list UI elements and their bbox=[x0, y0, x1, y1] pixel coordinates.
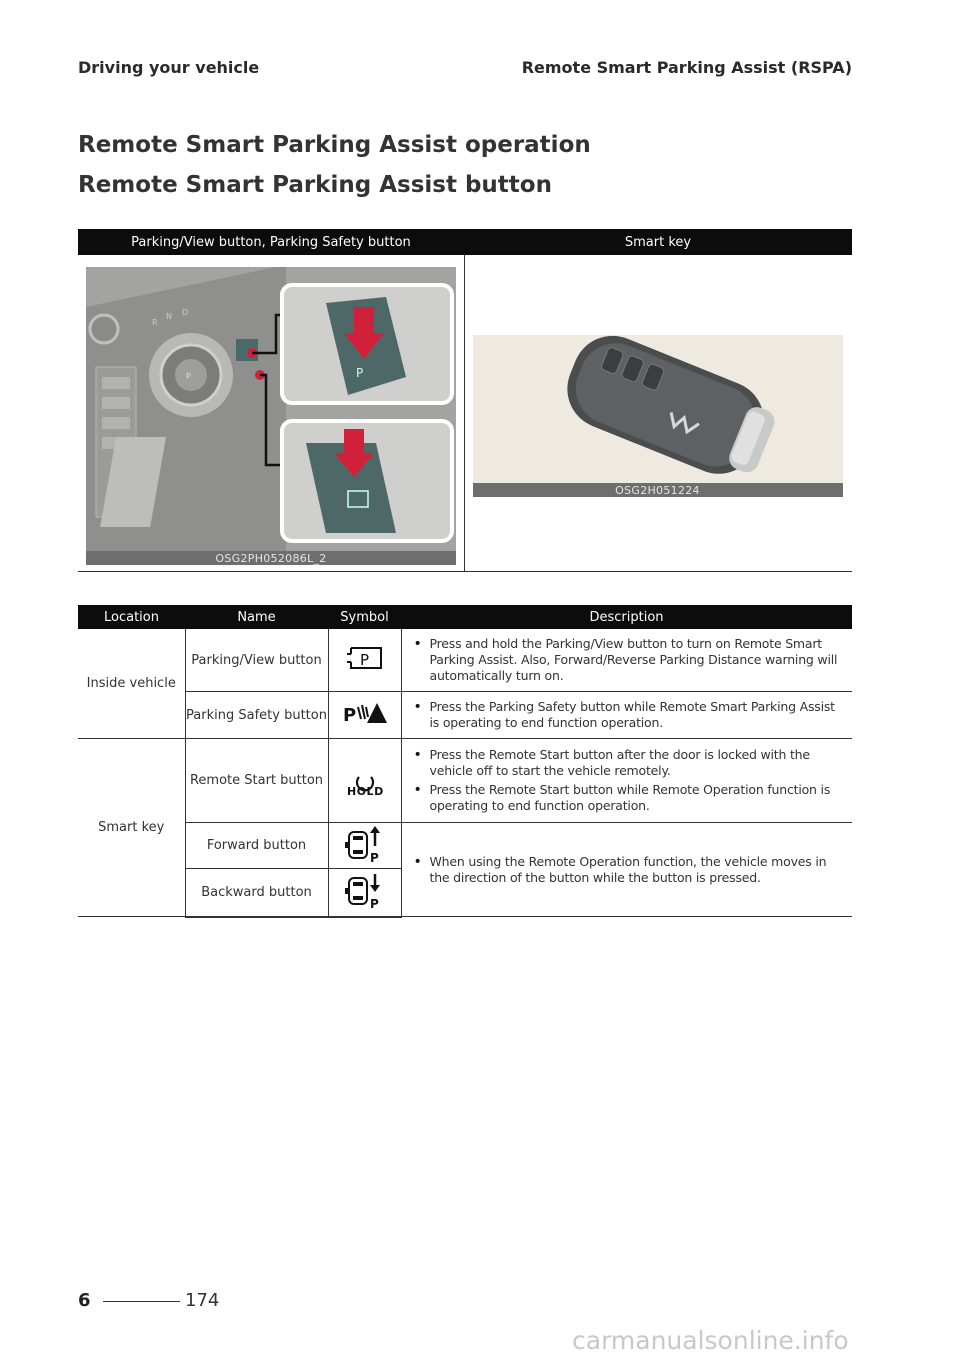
backward-arrow-icon bbox=[343, 870, 387, 910]
footer-page-number: 174 bbox=[185, 1290, 220, 1311]
parking-view-icon bbox=[345, 644, 385, 672]
backward-icon-letter: P bbox=[369, 897, 379, 911]
svg-text:P: P bbox=[356, 366, 364, 380]
desc-forward-backward: • When using the Remote Operation function, the vehicle moves in the direction of the button while the button is pressed. bbox=[412, 854, 847, 886]
smart-key-illustration bbox=[473, 335, 843, 497]
page-subtitle: Remote Smart Parking Assist button bbox=[78, 172, 552, 198]
console-drawing bbox=[86, 267, 456, 551]
name-parking-view: Parking/View button bbox=[185, 629, 328, 692]
button-table bbox=[78, 605, 852, 918]
col-header-name: Name bbox=[185, 605, 328, 629]
remote-start-icon bbox=[343, 759, 387, 799]
location-inside-vehicle: Inside vehicle bbox=[78, 629, 185, 739]
console-caption: OSG2PH052086L_2 bbox=[86, 551, 456, 565]
image-col1-header: Parking/View button, Parking Safety button bbox=[131, 234, 411, 250]
smart-key-caption: OSG2H051224 bbox=[473, 483, 843, 497]
svg-text:D: D bbox=[182, 308, 189, 317]
remote-start-icon-label: HOLD bbox=[346, 784, 384, 798]
table-row bbox=[78, 739, 852, 823]
col-header-location: Location bbox=[78, 605, 185, 629]
page-title: Remote Smart Parking Assist operation bbox=[78, 132, 591, 158]
name-backward: Backward button bbox=[185, 869, 328, 917]
parking-view-icon-letter: P bbox=[359, 651, 369, 669]
forward-icon-letter: P bbox=[369, 850, 379, 864]
table-row bbox=[78, 823, 852, 869]
col-header-description: Description bbox=[401, 605, 852, 629]
desc-remote-start-1: • Press the Remote Start button after the door is locked with the vehicle off to start the vehicle remotely. bbox=[412, 747, 847, 779]
watermark: carmanualsonline.info bbox=[572, 1326, 849, 1355]
desc-parking-safety: • Press the Parking Safety button while Remote Smart Parking Assist is operating to end function operation. bbox=[412, 699, 847, 731]
location-smart-key: Smart key bbox=[78, 739, 185, 917]
name-remote-start: Remote Start button bbox=[185, 739, 328, 823]
col-header-symbol: Symbol bbox=[328, 605, 401, 629]
desc-remote-start-2: • Press the Remote Start button while Remote Operation function is operating to end function operation. bbox=[412, 782, 847, 814]
image-col2-header: Smart key bbox=[624, 234, 692, 250]
name-forward: Forward button bbox=[185, 823, 328, 869]
svg-text:N: N bbox=[166, 312, 172, 321]
svg-text:R: R bbox=[152, 318, 158, 327]
parking-safety-icon-letter: P bbox=[342, 705, 356, 726]
parking-safety-icon bbox=[341, 699, 389, 727]
footer-chapter-number: 6 bbox=[78, 1290, 91, 1311]
table-row bbox=[78, 692, 852, 739]
svg-text:P: P bbox=[186, 372, 191, 381]
console-illustration bbox=[86, 267, 456, 565]
header-chapter: Remote Smart Parking Assist (RSPA) bbox=[521, 58, 852, 77]
desc-parking-view: • Press and hold the Parking/View button to turn on Remote Smart Parking Assist. Also, Forward/Reverse Parking Distance warning will automatically turn on. bbox=[412, 636, 847, 684]
forward-arrow-icon bbox=[343, 824, 387, 864]
header-section: Driving your vehicle bbox=[78, 58, 260, 77]
footer-divider bbox=[103, 1301, 180, 1302]
name-parking-safety: Parking Safety button bbox=[185, 692, 328, 739]
table-row bbox=[78, 629, 852, 692]
smart-key-drawing bbox=[473, 335, 843, 483]
image-table bbox=[78, 229, 852, 572]
